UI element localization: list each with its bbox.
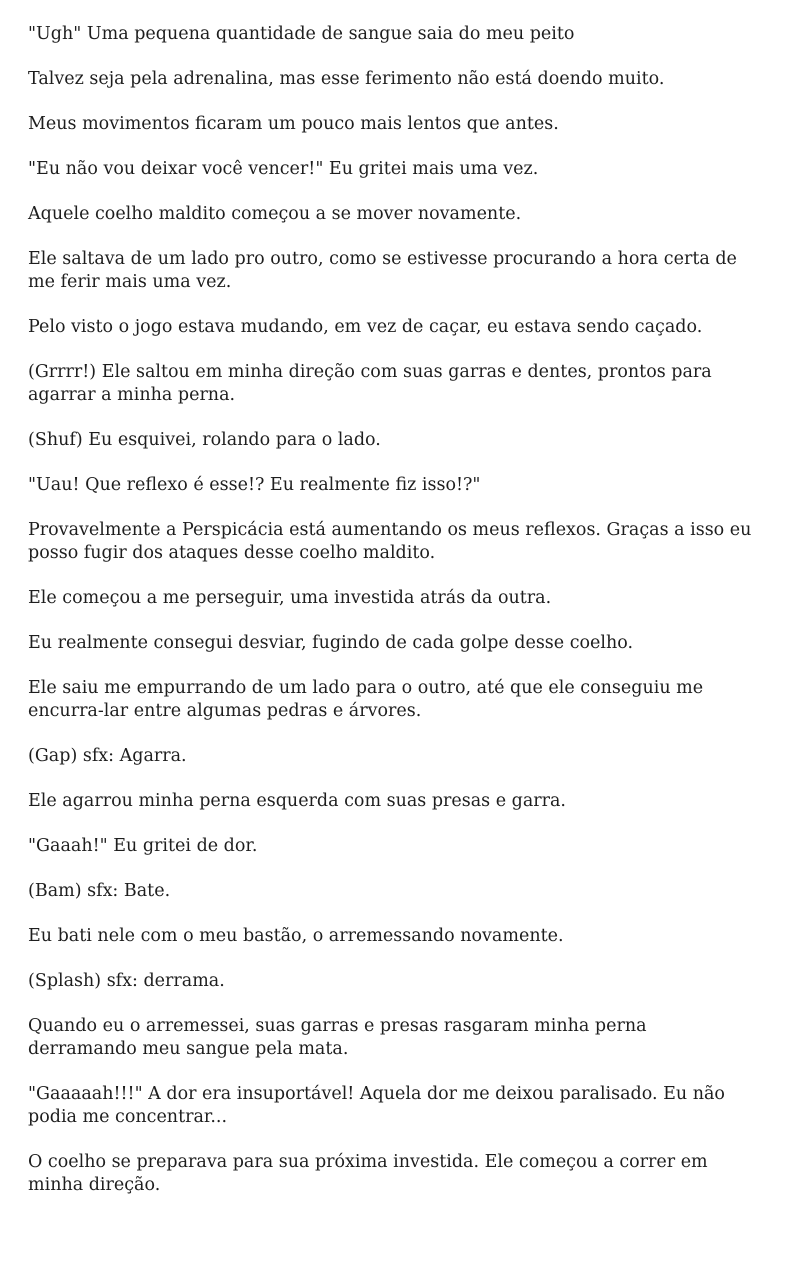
paragraph: "Eu não vou deixar você vencer!" Eu gritei mais uma vez.: [28, 159, 539, 179]
paragraph: Aquele coelho maldito começou a se mover novamente.: [28, 204, 522, 224]
paragraph: O coelho se preparava para sua próxima investida. Ele começou a correr em minha direção.: [28, 1152, 708, 1195]
paragraph: (Shuf) Eu esquivei, rolando para o lado.: [28, 430, 381, 450]
paragraph: Meus movimentos ficaram um pouco mais lentos que antes.: [28, 114, 559, 134]
paragraph: Provavelmente a Perspicácia está aumentando os meus reflexos. Graças a isso eu posso fugir dos ataques desse coelho maldito.: [28, 520, 752, 563]
paragraph: Quando eu o arremessei, suas garras e presas rasgaram minha perna derramando meu sangue pela mata.: [28, 1016, 647, 1059]
paragraph: Talvez seja pela adrenalina, mas esse ferimento não está doendo muito.: [28, 69, 665, 89]
paragraph: (Splash) sfx: derrama.: [28, 971, 225, 991]
paragraph: (Grrrr!) Ele saltou em minha direção com suas garras e dentes, prontos para agarrar a minha perna.: [28, 362, 712, 405]
paragraph: Ele começou a me perseguir, uma investida atrás da outra.: [28, 588, 552, 608]
paragraph: Eu realmente consegui desviar, fugindo de cada golpe desse coelho.: [28, 633, 634, 653]
paragraph: Ele saiu me empurrando de um lado para o outro, até que ele conseguiu me encurra-lar entre algumas pedras e árvores.: [28, 678, 704, 721]
paragraph: (Bam) sfx: Bate.: [28, 881, 171, 901]
paragraph: Eu bati nele com o meu bastão, o arremessando novamente.: [28, 926, 564, 946]
paragraph: Ele saltava de um lado pro outro, como se estivesse procurando a hora certa de me ferir mais uma vez.: [28, 249, 737, 292]
paragraph: "Gaaah!" Eu gritei de dor.: [28, 836, 258, 856]
paragraph: "Uau! Que reflexo é esse!? Eu realmente fiz isso!?": [28, 475, 481, 495]
paragraph: Pelo visto o jogo estava mudando, em vez de caçar, eu estava sendo caçado.: [28, 317, 703, 337]
paragraph: "Ugh" Uma pequena quantidade de sangue saia do meu peito: [28, 24, 575, 44]
paragraph: Ele agarrou minha perna esquerda com suas presas e garra.: [28, 791, 566, 811]
paragraph: (Gap) sfx: Agarra.: [28, 746, 187, 766]
paragraph: "Gaaaaah!!!" A dor era insuportável! Aquela dor me deixou paralisado. Eu não podia me concentrar...: [28, 1084, 725, 1127]
